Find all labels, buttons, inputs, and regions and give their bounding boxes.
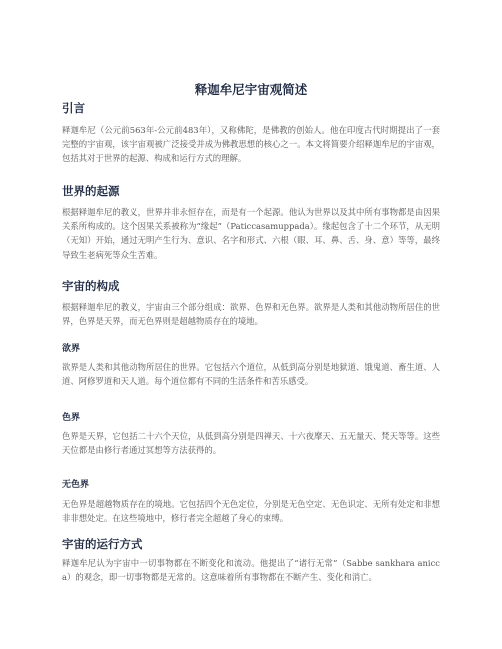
section-heading-operation: 宇宙的运行方式 (62, 537, 143, 551)
section-heading-origin: 世界的起源 (62, 184, 120, 198)
section-paragraph-introduction: 释迦牟尼（公元前563年-公元前483年），又称佛陀，是佛教的创始人。他在印度古代时期提出了一套完整的宇宙观，该宇宙观被广泛接受并成为佛教思想的核心之一。本文将简要介绍释迦牟尼的宇宙观，包括其对于世界的起源、构成和运行方式的理解。 (62, 125, 440, 164)
subsection-heading-desire-realm: 欲界 (62, 344, 81, 354)
subsection-heading-form-realm: 色界 (62, 413, 81, 423)
section-heading-composition: 宇宙的构成 (62, 279, 120, 293)
section-heading-introduction: 引言 (62, 101, 85, 115)
document-title: 释迦牟尼宇宙观简述 (194, 82, 308, 97)
subsection-paragraph-form-realm: 色界是天界，它包括二十六个天位，从低到高分别是四禅天、十六夜摩天、五无量天、梵天等等。这些天位都是由修行者通过冥想等方法获得的。 (62, 431, 440, 456)
subsection-heading-formless-realm: 无色界 (62, 480, 90, 490)
subsection-paragraph-desire-realm: 欲界是人类和其他动物所居住的世界。它包括六个道位，从低到高分别是地狱道、饿鬼道、畜生道、人道、阿修罗道和天人道。每个道位都有不同的生活条件和苦乐感受。 (62, 362, 440, 387)
section-paragraph-origin: 根据释迦牟尼的教义，世界并非永恒存在，而是有一个起源。他认为世界以及其中所有事物都是由因果关系所构成的。这个因果关系被称为“缘起”（Paticcasamuppada）。缘起包含了十二个环节，从无明（无知）开始，通过无明产生行为、意识、名字和形式、六根（眼、耳、鼻、舌、身、意）等等，最终导致生老病死等众生苦难。 (62, 207, 440, 260)
subsection-paragraph-formless-realm: 无色界是超越物质存在的境地。它包括四个无色定位，分别是无色空定、无色识定、无所有处定和非想非非想处定。在这些境地中，修行者完全超越了身心的束缚。 (62, 499, 440, 524)
section-paragraph-operation: 释迦牟尼认为宇宙中一切事物都在不断变化和流动。他提出了“诸行无常”（Sabbe sankhara anicca）的观念，即一切事物都是无常的。这意味着所有事物都在不断产生、变化和消亡。 (62, 558, 440, 583)
section-paragraph-composition: 根据释迦牟尼的教义，宇宙由三个部分组成：欲界、色界和无色界。欲界是人类和其他动物所居住的世界，色界是天界，而无色界则是超越物质存在的境地。 (62, 302, 440, 327)
